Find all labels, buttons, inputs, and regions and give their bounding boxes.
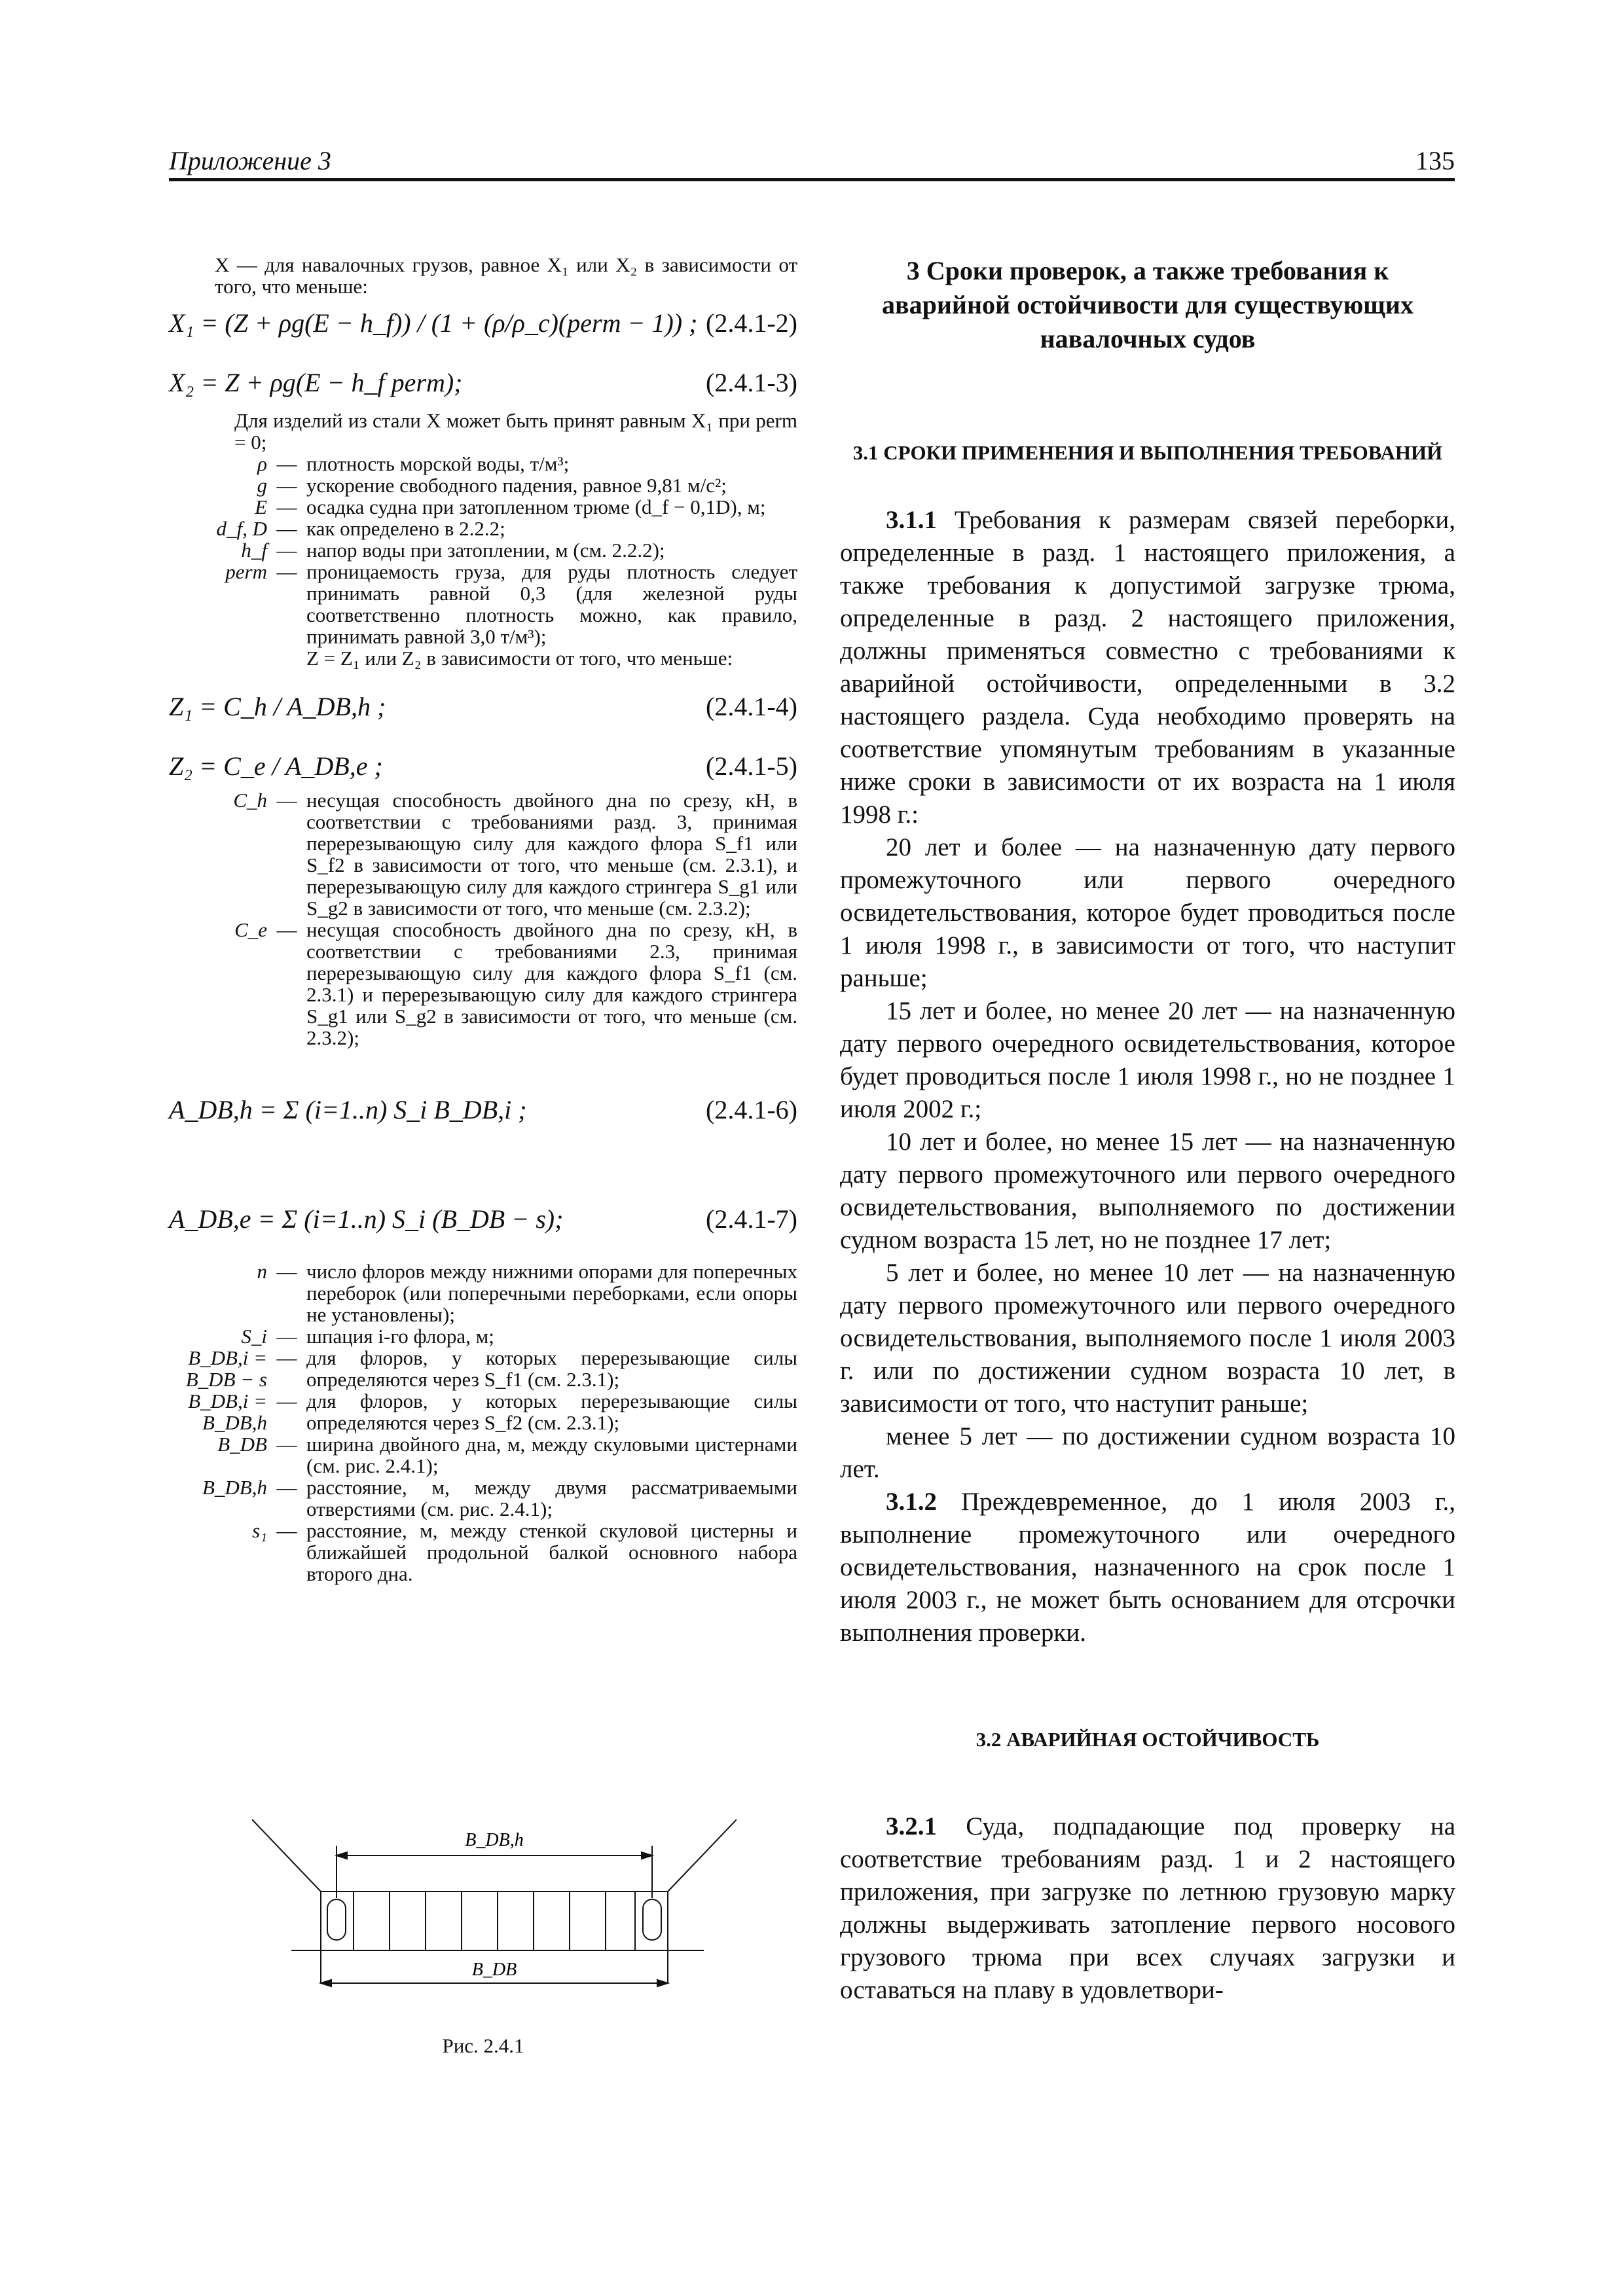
intro-text: X — для навалочных грузов, равное X₁ или X₂ в зависимости от того, что меньше: — [215, 253, 797, 298]
definition-item — [169, 453, 797, 475]
equation-2-4-1-6 — [169, 1094, 797, 1125]
dash: — — [276, 1433, 297, 1456]
paragraph-3-1-2 — [840, 1486, 1455, 1649]
list-item: 10 лет и более, но менее 15 лет — на назначенную дату первого промежуточного или первого очередного освидетельствования, выполняемого по достижении судном возраста 15 лет, но не позднее 17 лет; — [840, 1128, 1455, 1254]
equation-body: A_DB,h = Σ (i=1..n) S_i B_DB,i ; — [169, 1095, 527, 1124]
equation-2-4-1-2 — [169, 308, 797, 338]
definition-item — [169, 789, 797, 919]
equation-body: A_DB,e = Σ (i=1..n) S_i (B_DB − s); — [169, 1204, 564, 1234]
definition-item — [169, 539, 797, 561]
list-item: менее 5 лет — по достижении судном возраста 10 лет. — [840, 1422, 1455, 1483]
hopper-left-line — [252, 1820, 321, 1892]
definition-text: осадка судна при затопленном трюме (d_f − 0,1D), м; — [306, 495, 766, 518]
definition-symbol: g — [257, 474, 267, 497]
equation-number: (2.4.1-5) — [706, 751, 797, 781]
dash: — — [276, 789, 297, 812]
section-title: 3 Сроки проверок, а также требования к аварийной остойчивости для существующих навалочных судов — [882, 256, 1413, 353]
dash: — — [276, 1260, 297, 1283]
equation-2-4-1-5 — [169, 751, 797, 781]
definition-item — [169, 518, 797, 539]
definition-text: расстояние, м, между стенкой скуловой цистерны и ближайшей продольной балкой основного набора второго дна. — [306, 1519, 797, 1585]
paragraph-text: Суда, подпадающие под проверку на соответствие требованиям разд. 1 и 2 настоящего приложения, при загрузке по летнюю грузовую марку должны выдерживать затопление первого носового грузового трюма при всех случаях загрузки и оставаться на плаву в удовлетвори- — [840, 1812, 1456, 2004]
z-line: Z = Z₁ или Z₂ в зависимости от того, что меньше: — [306, 647, 733, 670]
definition-text: проницаемость груза, для руды плотность следует принимать равной 0,3 (для железной руды соответственно плотность можно, как правило, принимать равной 3,0 т/м³); — [306, 560, 797, 648]
definition-symbol: perm — [225, 560, 267, 583]
definition-text: для флоров, у которых перерезывающие силы определяются через S_f2 (см. 2.3.1); — [306, 1390, 797, 1434]
definition-item — [169, 919, 797, 1049]
definition-text: несущая способность двойного дна по срезу, кН, в соответствии с требованиями разд. 3, принимая перерезывающую силу для каждого флора S_f1 или S_f2 в зависимости от того, что меньше (см. 2.3.1), и перерезывающую силу для каждого стрингера S_g1 или S_g2 в зависимости от того, что меньше (см. 2.3.2); — [306, 789, 797, 920]
equation-body: X₁ = (Z + ρg(E − h_f)) / (1 + (ρ/ρ_c)(perm − 1)) ; — [169, 308, 698, 338]
age-terms-list — [840, 831, 1455, 1486]
definition-item — [169, 496, 797, 518]
equation-number: (2.4.1-4) — [706, 692, 797, 721]
definition-item — [169, 561, 797, 647]
list-item: 15 лет и более, но менее 20 лет — на назначенную дату первого очередного освидетельствования, которое будет проводиться после 1 июля 1998 г., но не позднее 1 июля 2002 г.; — [840, 997, 1455, 1123]
definition-text: для флоров, у которых перерезывающие силы определяются через S_f1 (см. 2.3.1); — [306, 1346, 797, 1391]
definition-symbol: ρ — [257, 452, 267, 475]
definition-symbol: S_i — [241, 1325, 267, 1348]
definition-item — [169, 1520, 797, 1585]
dash: — — [276, 1325, 297, 1348]
dash: — — [276, 1390, 297, 1412]
note-steel: Для изделий из стали X может быть принят равным X₁ при perm = 0; — [234, 409, 797, 454]
definition-symbol: d_f, D — [216, 517, 267, 540]
definition-text: число флоров между нижними опорами для поперечных переборок (или поперечными переборками, если опоры не установлены); — [306, 1260, 797, 1326]
dash: — — [276, 1476, 297, 1499]
equation-number: (2.4.1-6) — [706, 1095, 797, 1124]
paragraph-3-2-1 — [840, 1810, 1455, 2007]
equation-body: Z₁ = C_h / A_DB,h ; — [169, 692, 386, 721]
definition-text: несущая способность двойного дна по срезу, кН, в соответствии с требованиями 2.3, принимая перерезывающую силу для каждого флора S_f1 (см. 2.3.1) и перерезывающую силу для каждого стрингера S_g1 или S_g2 в зависимости от того, что меньше (см. 2.3.2); — [306, 918, 797, 1049]
definition-symbol: C_e — [234, 918, 267, 941]
equation-body: Z₂ = C_e / A_DB,e ; — [169, 751, 383, 781]
equation-2-4-1-3 — [169, 367, 797, 398]
equation-number: (2.4.1-2) — [706, 308, 797, 338]
equation-body: X₂ = Z + ρg(E − h_f perm); — [169, 368, 463, 397]
paragraph-text: Требования к размерам связей переборки, определенные в разд. 1 настоящего приложения, а также требования к допустимой загрузке трюма, определенные в разд. 2 настоящего приложения, должны применяться совместно с требованиями к аварийной остойчивости, определенными в 3.2 настоящего раздела. Суда необходимо проверять на соответствие упомянутым требованиям в указанные ниже сроки в зависимости от их возраста на 1 июля 1998 г.: — [840, 506, 1455, 829]
dash: — — [276, 474, 297, 497]
figure-caption: Рис. 2.4.1 — [442, 2034, 524, 2057]
equation-number: (2.4.1-7) — [706, 1204, 797, 1234]
label-bdbh: B_DB,h — [465, 1830, 524, 1850]
definition-item — [169, 1390, 797, 1433]
definition-symbol: B_DB,i = B_DB − s — [185, 1346, 267, 1391]
definition-text: расстояние, м, между двумя рассматриваемыми отверстиями (см. рис. 2.4.1); — [306, 1476, 797, 1520]
equation-2-4-1-4 — [169, 691, 797, 722]
subsection-heading-3-2: 3.2 АВАРИЙНАЯ ОСТОЙЧИВОСТЬ — [976, 1728, 1320, 1751]
definition-text: ускорение свободного падения, равное 9,81 м/с²; — [306, 474, 727, 497]
header-rule — [169, 178, 1455, 181]
label-bdb: B_DB — [471, 1960, 517, 1980]
right-column — [840, 254, 1455, 2007]
definition-text: как определено в 2.2.2; — [306, 517, 505, 540]
definitions-list-2 — [169, 789, 797, 1049]
definition-text: ширина двойного дна, м, между скуловыми цистернами (см. рис. 2.4.1); — [306, 1433, 797, 1477]
left-column — [169, 254, 797, 1585]
dash: — — [276, 539, 297, 562]
hopper-right-line — [668, 1820, 737, 1892]
list-item: 5 лет и более, но менее 10 лет — на назначенную дату первого промежуточного или первого очередного освидетельствования, выполняемого после 1 июля 2003 г. или по достижении судном возраста 10 лет, в зависимости от того, что наступит раньше; — [840, 1259, 1455, 1418]
definition-symbol: B_DB,h — [202, 1476, 267, 1499]
definition-item — [169, 1347, 797, 1390]
dash: — — [276, 495, 297, 518]
equation-number: (2.4.1-3) — [706, 368, 797, 397]
definitions-list-1 — [169, 453, 797, 647]
paragraph-text: Преждевременное, до 1 июля 2003 г., выполнение промежуточного или очередного освидетельствования, назначенного на срок после 1 июля 2003 г., не может быть основанием для отсрочки выполнения проверки. — [840, 1488, 1455, 1647]
definition-item — [169, 475, 797, 496]
definition-symbol: B_DB — [217, 1433, 267, 1456]
definition-text: шпация i-го флора, м; — [306, 1325, 494, 1348]
definition-item — [169, 1261, 797, 1325]
definition-symbol: E — [255, 495, 267, 518]
dash: — — [276, 1346, 297, 1369]
definition-text: плотность морской воды, т/м³; — [306, 452, 570, 475]
paragraph-3-1-1 — [840, 504, 1455, 831]
clause-number: 3.1.1 — [886, 506, 937, 534]
definition-item — [169, 1477, 797, 1520]
dash: — — [276, 560, 297, 583]
definition-symbol: C_h — [233, 789, 267, 812]
page-header — [169, 145, 1455, 179]
dash: — — [276, 918, 297, 941]
equation-2-4-1-7 — [169, 1204, 797, 1234]
page-number: 135 — [1415, 146, 1455, 175]
definition-text: напор воды при затоплении, м (см. 2.2.2); — [306, 539, 665, 562]
definition-symbol: B_DB,i = B_DB,h — [188, 1390, 267, 1434]
subsection-heading-3-1: 3.1 СРОКИ ПРИМЕНЕНИЯ И ВЫПОЛНЕНИЯ ТРЕБОВАНИЙ — [852, 441, 1443, 464]
definition-symbol: h_f — [241, 539, 267, 562]
clause-number: 3.2.1 — [886, 1812, 937, 1840]
dash: — — [276, 1519, 297, 1542]
clause-number: 3.1.2 — [886, 1488, 937, 1516]
list-item: 20 лет и более — на назначенную дату первого промежуточного или первого очередного освидетельствования, которое будет проводиться после 1 июля 1998 г., в зависимости от того, что наступит раньше; — [840, 833, 1455, 992]
definition-symbol: s₁ — [252, 1519, 267, 1542]
dash: — — [276, 517, 297, 540]
dash: — — [276, 452, 297, 475]
lightening-hole-left — [327, 1899, 346, 1940]
definition-item — [169, 1433, 797, 1477]
lightening-hole-right — [643, 1899, 661, 1940]
running-title: Приложение 3 — [169, 146, 331, 175]
definition-symbol: n — [257, 1260, 267, 1283]
definition-item — [169, 1325, 797, 1347]
definitions-list-3 — [169, 1261, 797, 1585]
